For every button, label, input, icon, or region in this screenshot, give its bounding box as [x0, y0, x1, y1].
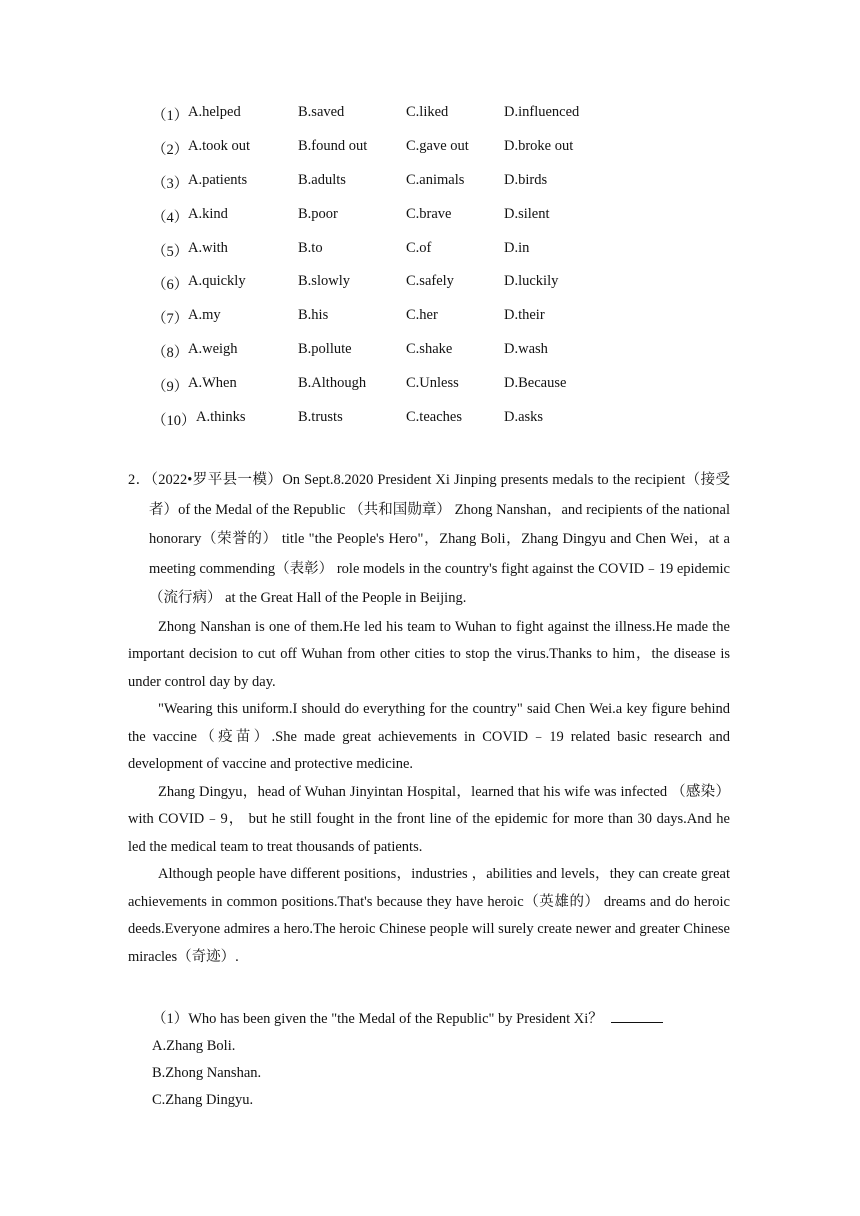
option-d[interactable]: D.influenced	[504, 104, 580, 120]
option-c[interactable]: C.teaches	[406, 409, 462, 426]
option-b[interactable]: B.slowly	[298, 273, 350, 290]
option-a[interactable]: A.thinks	[196, 409, 246, 426]
option-number: （1）	[152, 108, 189, 124]
option-number: （10）	[152, 413, 196, 430]
sub-question-1-text: （1）Who has been given the "the Medal of the Republic" by President Xi？	[152, 1011, 603, 1027]
option-a[interactable]: A.quickly	[188, 273, 246, 290]
option-b[interactable]: B.found out	[298, 137, 368, 154]
option-d[interactable]: D.asks	[504, 409, 544, 426]
question-2-sub-1	[152, 1006, 663, 1114]
option-b[interactable]: B.pollute	[298, 341, 352, 358]
option-d[interactable]: D.birds	[504, 171, 548, 188]
option-number: （9）	[152, 379, 189, 396]
choice-a[interactable]: A.Zhang Boli.	[152, 1038, 236, 1054]
option-d[interactable]: D.luckily	[504, 273, 559, 290]
option-c[interactable]: C.safely	[406, 273, 454, 290]
option-d[interactable]: D.their	[504, 307, 545, 324]
option-a[interactable]: A.my	[188, 307, 221, 324]
passage-paragraph: Although people have different positions，industries ，abilities and levels，they can create great achievements in common positions.That's because they have heroic（英雄的） dreams and do heroic deeds.Everyone admires a hero.The heroic Chinese people will surely create newer and greater Chinese miracles（奇迹）.	[128, 866, 730, 965]
option-d[interactable]: D.broke out	[504, 137, 574, 154]
option-b[interactable]: B.Although	[298, 375, 367, 392]
option-c[interactable]: C.brave	[406, 205, 452, 222]
option-c[interactable]: C.shake	[406, 341, 453, 358]
option-b[interactable]: B.adults	[298, 171, 346, 188]
option-b[interactable]: B.trusts	[298, 409, 343, 426]
option-b[interactable]: B.to	[298, 239, 323, 256]
sub-question-1	[152, 1006, 663, 1033]
option-c[interactable]: C.liked	[406, 104, 449, 120]
option-d[interactable]: D.in	[504, 239, 530, 256]
answer-blank[interactable]	[611, 1008, 663, 1023]
choice-b[interactable]: B.Zhong Nanshan.	[152, 1065, 262, 1081]
option-c[interactable]: C.animals	[406, 171, 465, 188]
question-2-intro: 2．（2022•罗平县一模）On Sept.8.2020 President Xi Jinping presents medals to the recipient（接受者）of the Medal of the Republic （共和国勋章） Zhong Nanshan，and recipients of the national honorary（荣誉的） title "the People's Hero"，Zhang Boli，Zhang Dingyu and Chen Wei，at a meeting commending（表彰） role models in the country's fight against the COVID﹣19 epidemic（流行病） at the Great Hall of the People in Beijing.	[128, 472, 730, 606]
option-d[interactable]: D.wash	[504, 341, 548, 358]
option-number: （7）	[152, 311, 189, 328]
passage-paragraph: Zhang Dingyu，head of Wuhan Jinyintan Hospital，learned that his wife was infected （感染） with COVID﹣9， but he still fought in the front line of the epidemic for more than 30 days.And he led the medical team to treat thousands of patients.	[128, 783, 730, 855]
option-b[interactable]: B.saved	[298, 104, 345, 120]
option-c[interactable]: C.of	[406, 239, 432, 256]
option-a[interactable]: A.with	[188, 239, 228, 256]
option-number: （4）	[152, 209, 189, 226]
option-number: （5）	[152, 243, 189, 260]
option-d[interactable]: D.silent	[504, 205, 550, 222]
passage-paragraph: "Wearing this uniform.I should do everything for the country" said Chen Wei.a key figure behind the vaccine（疫苗）.She made great achievements in COVID﹣19 related basic research and development of vaccine and protective medicine.	[128, 701, 730, 772]
option-number: （3）	[152, 175, 189, 192]
option-b[interactable]: B.his	[298, 307, 329, 324]
choice-c[interactable]: C.Zhang Dingyu.	[152, 1092, 254, 1108]
option-d[interactable]: D.Because	[504, 375, 567, 392]
option-number: （6）	[152, 277, 189, 294]
option-number: （8）	[152, 345, 189, 362]
option-b[interactable]: B.poor	[298, 205, 338, 222]
option-a[interactable]: A.patients	[188, 171, 248, 188]
option-a[interactable]: A.weigh	[188, 341, 238, 358]
passage-paragraph: Zhong Nanshan is one of them.He led his team to Wuhan to fight against the illness.He made the important decision to cut off Wuhan from other cities to stop the virus.Thanks to him，the disease is under control day by day.	[128, 618, 730, 690]
option-a[interactable]: A.took out	[188, 137, 251, 154]
option-c[interactable]: C.gave out	[406, 137, 469, 154]
option-c[interactable]: C.her	[406, 307, 438, 324]
option-a[interactable]: A.When	[188, 375, 237, 392]
option-a[interactable]: A.helped	[188, 104, 241, 120]
question-2-passage	[128, 466, 730, 971]
option-a[interactable]: A.kind	[188, 205, 228, 222]
option-number: （2）	[152, 141, 189, 158]
option-c[interactable]: C.Unless	[406, 375, 459, 392]
